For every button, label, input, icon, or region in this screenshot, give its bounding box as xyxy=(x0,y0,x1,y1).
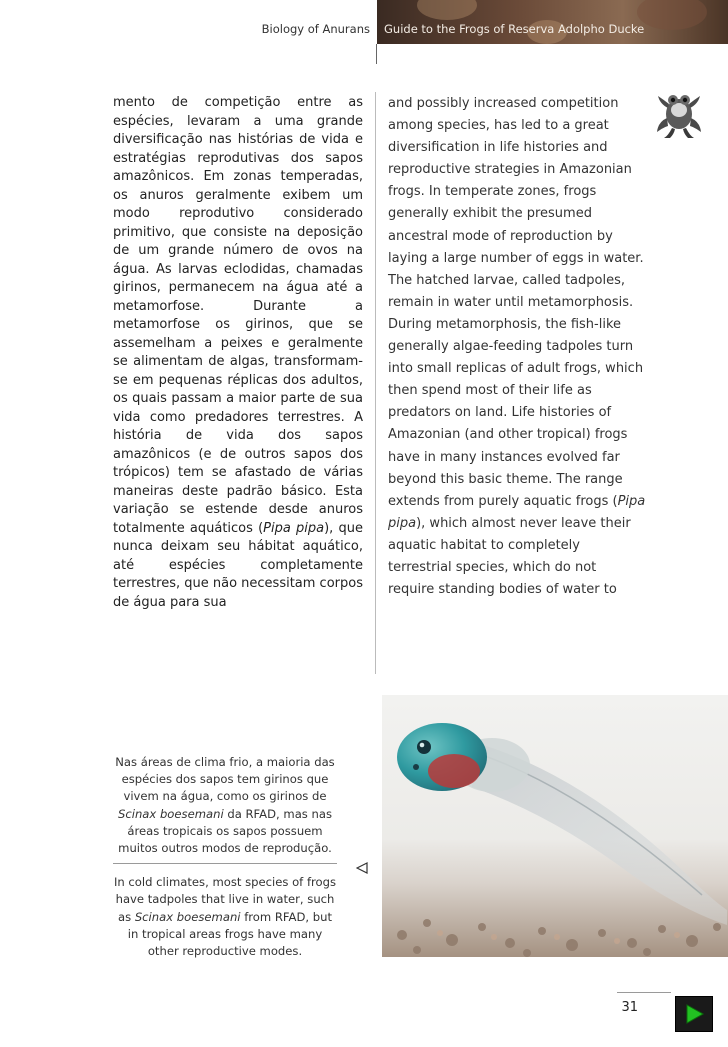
header-banner-image xyxy=(377,0,728,44)
figure-caption xyxy=(113,754,337,960)
en-text-2: ), which almost never leave their aquatic habitat to completely terrestrial species, which do not require standing bodies of water to xyxy=(388,515,631,598)
pt-text-1: mento de competição entre as espécies, levaram a uma grande diversificação nas histórias de vida e estratégias reprodutivas dos sapos amazônicos. Em zonas temperadas, os anuros geralmente exibem um modo reprodutivo considerado primitivo, que consiste na deposição de um grande número de ovos na água. As larvas eclodidas, chamadas girinos, permanecem na água até a metamorfose. Durante a metamorfose os girinos, que se assemelham a peixes e geralmente se alimentam de algas, transformam-se em pequenas réplicas dos adultos, os quais passam a maior parte de sua vida como predadores terrestres. A história de vida dos sapos amazônicos (e de outros sapos dos trópicos) tem se afastado de várias maneiras deste padrão básico. Esta variação se estende desde anuros totalmente aquáticos ( xyxy=(113,95,363,536)
caption-portuguese xyxy=(113,754,337,864)
tadpole-photo xyxy=(382,695,728,957)
cap-en-species: Scinax boesemani xyxy=(134,909,241,924)
portuguese-body-text xyxy=(113,94,363,612)
next-page-button[interactable] xyxy=(675,996,713,1032)
footer-rule xyxy=(617,992,671,993)
header-divider xyxy=(376,44,377,64)
cap-en-text-1: In cold climates, most species of frogs have tadpoles that live in water, such as xyxy=(113,875,337,924)
pt-text-2: ), que nunca deixam seu hábitat aquático, até espécies completamente terrestres, que não necessitam corpos de água para sua xyxy=(113,520,363,610)
en-text-1: and possibly increased competition among species, has led to a great diversification in life histories and reproductive strategies in Amazonian frogs. In temperate zones, frogs generally exhibit the presumed ancestral mode of reproduction by laying a large number of eggs in water. The hatched larvae, called tadpoles, remain in water until metamorphosis. During metamorphosis, the fish-like generally algae-feeding tadpoles turn into small replicas of adult frogs, which then spend most of their life as predators on land. Life histories of Amazonian (and other tropical) frogs have in many instances evolved far beyond this basic theme. The range extends from purely aquatic frogs ( xyxy=(388,96,644,509)
pt-species-name: Pipa pipa xyxy=(263,520,325,536)
triangle-pointer-icon xyxy=(356,862,368,874)
en-species-name: Pipa pipa xyxy=(388,493,646,531)
cap-pt-species: Scinax boesemani xyxy=(117,806,224,821)
page-number: 31 xyxy=(621,1000,638,1015)
header-section-title: Biology of Anurans xyxy=(261,22,370,36)
cap-en-text-2: from RFAD, but in tropical areas frogs have many other reproductive modes. xyxy=(127,909,333,959)
cap-pt-text-1: Nas áreas de clima frio, a maioria das espécies dos sapos tem girinos que vivem na água, como os girinos de xyxy=(115,755,335,804)
caption-english xyxy=(113,874,337,960)
cap-pt-text-2: da RFAD, mas nas áreas tropicais os sapos possuem muitos outros modos de reprodução. xyxy=(118,806,333,856)
header-book-title: Guide to the Frogs of Reserva Adolpho Ducke xyxy=(384,22,645,36)
english-body-text xyxy=(388,93,646,601)
play-arrow-icon xyxy=(683,1003,705,1025)
column-divider xyxy=(375,92,376,674)
frog-silhouette-icon xyxy=(654,88,704,140)
